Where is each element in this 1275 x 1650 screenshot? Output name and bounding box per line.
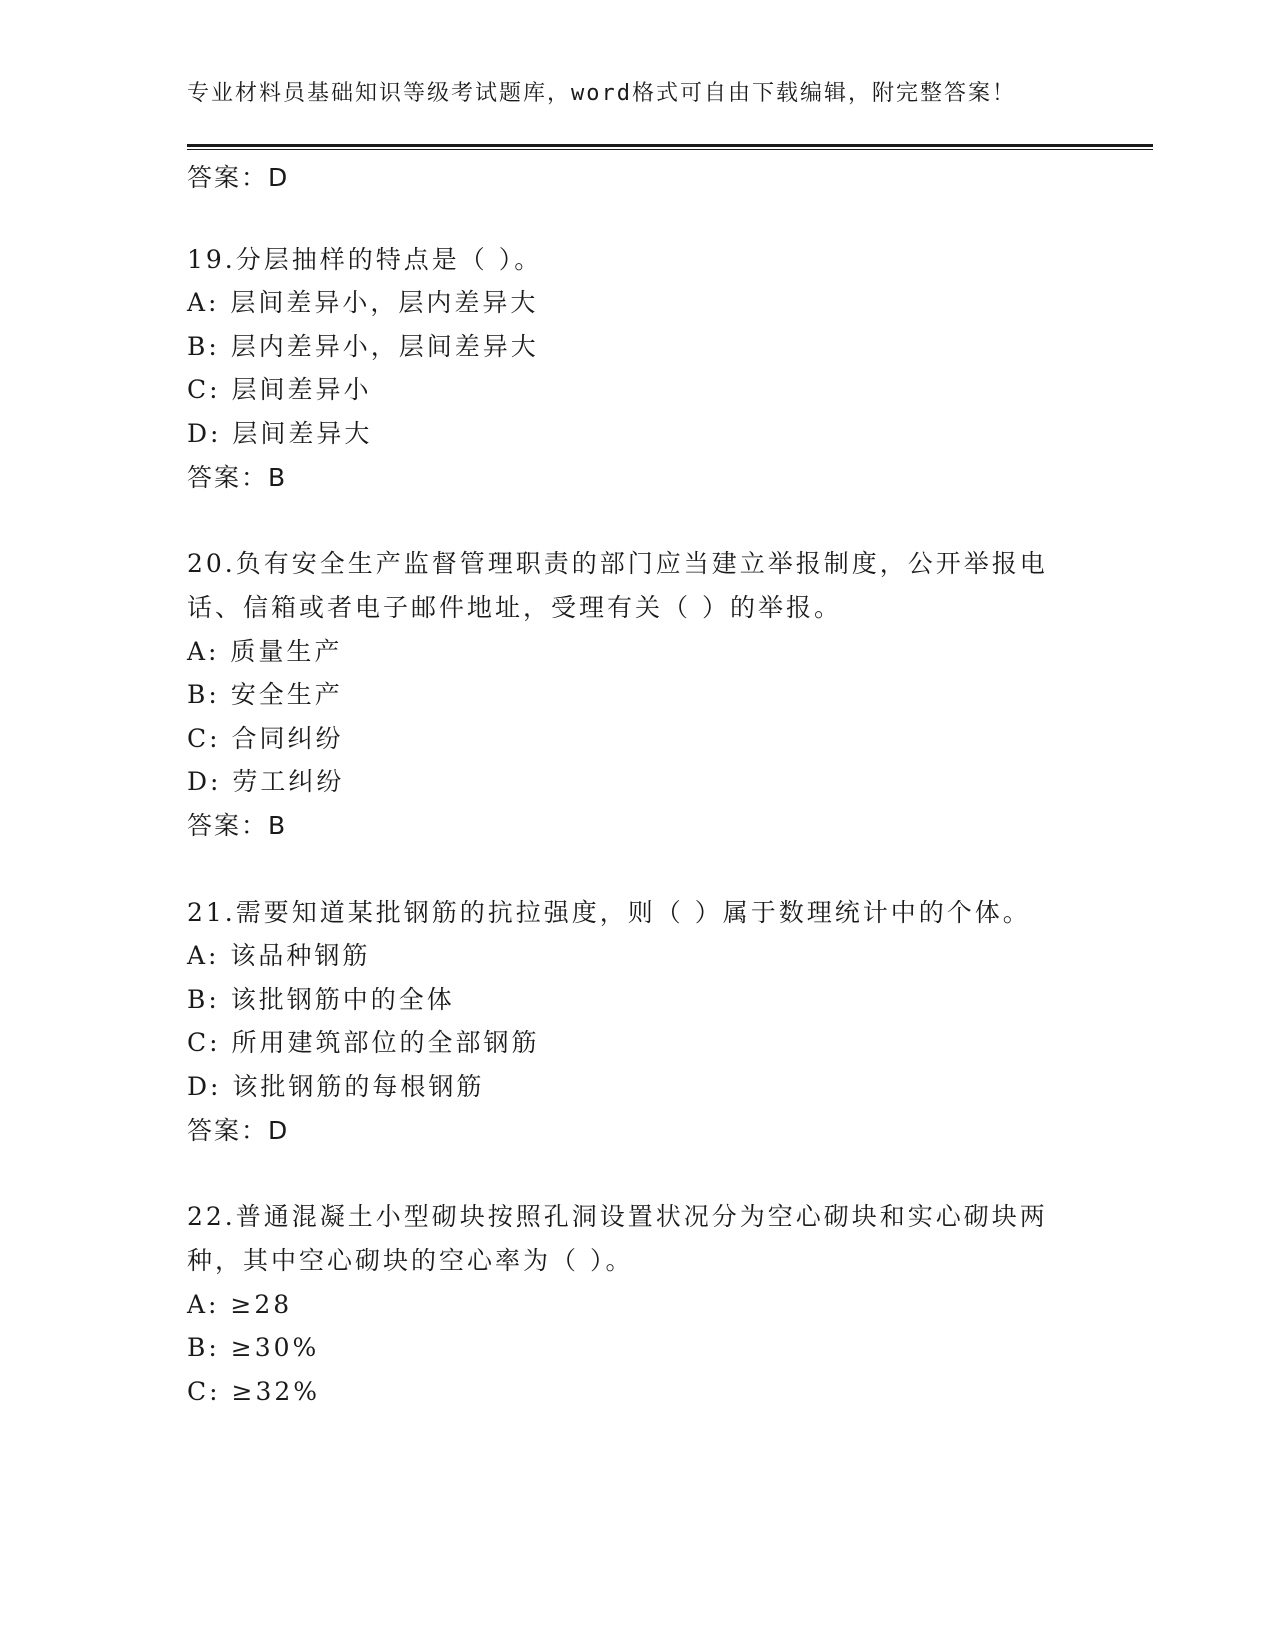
question-stem: 20.负有安全生产监督管理职责的部门应当建立举报制度，公开举报电 xyxy=(187,549,1048,578)
option-b: B: 层内差异小，层间差异大 xyxy=(187,332,539,361)
option-c: C: 所用建筑部位的全部钢筋 xyxy=(187,1028,540,1057)
option-a: A: 该品种钢筋 xyxy=(187,941,371,970)
answer-line: 答案：D xyxy=(187,1116,290,1145)
answer-line: 答案：D xyxy=(187,163,290,192)
option-b: B: 该批钢筋中的全体 xyxy=(187,985,455,1014)
question-stem: 19.分层抽样的特点是（ ）。 xyxy=(187,245,543,274)
answer-line: 答案：B xyxy=(187,463,288,492)
option-c: C: 层间差异小 xyxy=(187,375,372,404)
option-c: C: 合同纠纷 xyxy=(187,724,344,753)
option-b: B: 安全生产 xyxy=(187,680,343,709)
page-header: 专业材料员基础知识等级考试题库，word格式可自由下载编辑，附完整答案！ xyxy=(187,81,1016,106)
option-d: D: 劳工纠纷 xyxy=(187,767,345,796)
question-stem: 21.需要知道某批钢筋的抗拉强度，则（ ）属于数理统计中的个体。 xyxy=(187,898,1031,927)
option-d: D: 该批钢筋的每根钢筋 xyxy=(187,1072,485,1101)
header-divider xyxy=(187,144,1153,147)
question-stem-cont: 种，其中空心砌块的空心率为（ ）。 xyxy=(187,1246,634,1275)
answer-line: 答案：B xyxy=(187,811,288,840)
option-b: B: ≥30% xyxy=(187,1333,320,1362)
question-stem: 22.普通混凝土小型砌块按照孔洞设置状况分为空心砌块和实心砌块两 xyxy=(187,1202,1048,1231)
option-a: A: 层间差异小，层内差异大 xyxy=(187,288,539,317)
option-c: C: ≥32% xyxy=(187,1377,321,1406)
option-a: A: 质量生产 xyxy=(187,637,343,666)
question-stem-cont: 话、信箱或者电子邮件地址，受理有关（ ）的举报。 xyxy=(187,593,842,622)
option-d: D: 层间差异大 xyxy=(187,419,373,448)
option-a: A: ≥28 xyxy=(187,1290,293,1319)
header-divider-thin xyxy=(187,149,1153,150)
